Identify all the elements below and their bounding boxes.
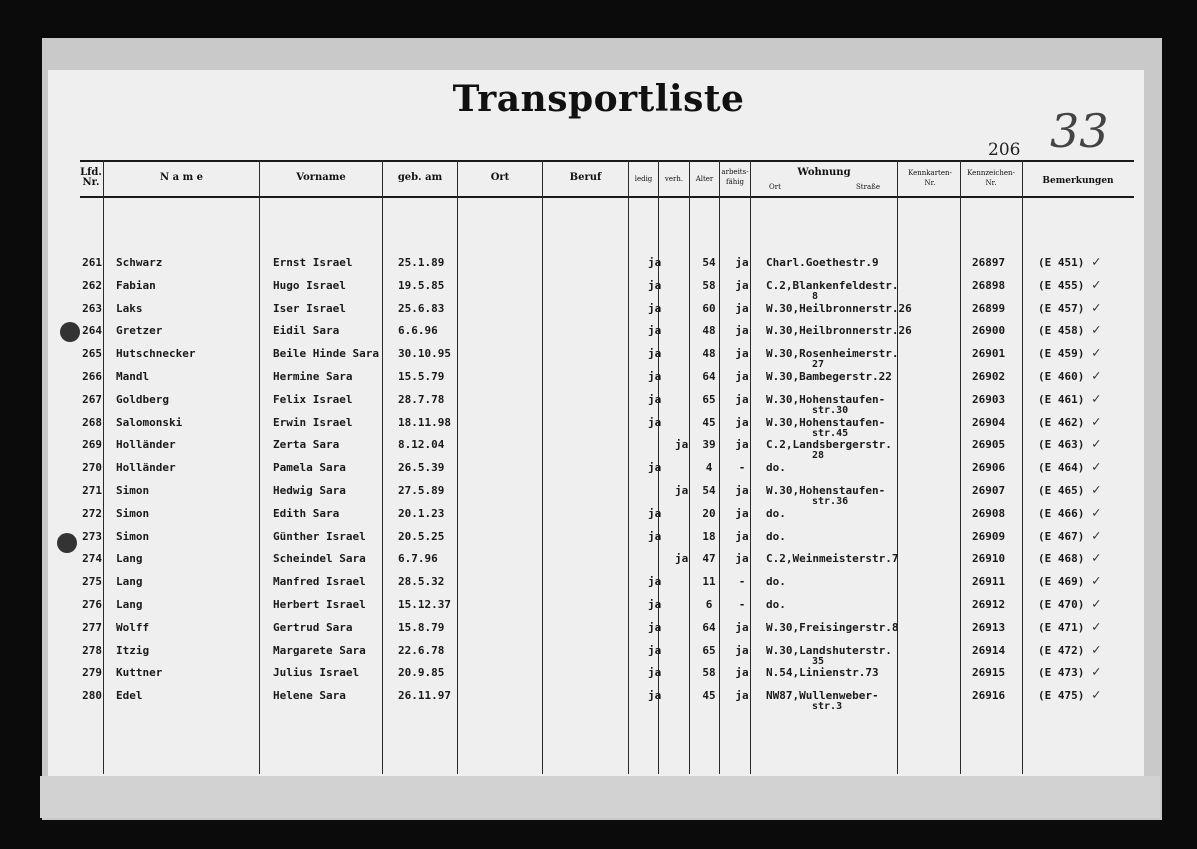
- cell-geb-am: 28.7.78: [398, 392, 445, 406]
- table-row: [0, 438, 1197, 460]
- check-mark-icon: ✓: [1092, 345, 1101, 362]
- cell-wohnung: C.2,Weinmeisterstr.7: [766, 552, 899, 566]
- cell-bemerkungen: (E 472): [1038, 643, 1085, 657]
- check-mark-icon: ✓: [1092, 368, 1101, 384]
- cell-geb-am: 19.5.85: [398, 278, 445, 292]
- cell-ledig: ja: [648, 666, 662, 680]
- check-mark-icon: ✓: [1092, 436, 1101, 453]
- cell-kennzeichen-nr: 26912: [972, 598, 1006, 611]
- check-mark-icon: ✓: [1092, 276, 1101, 293]
- table-row: [0, 575, 1197, 597]
- check-mark-icon: ✓: [1092, 664, 1101, 681]
- cell-bemerkungen: (E 473): [1038, 666, 1085, 680]
- cell-geb-am: 20.9.85: [398, 666, 445, 680]
- cell-wohnung: W.30,Rosenheimerstr.: [766, 347, 899, 361]
- table-row: [0, 390, 1197, 416]
- cell-arbeitsfaehig: ja: [735, 256, 749, 269]
- cell-arbeitsfaehig: ja: [735, 552, 749, 566]
- cell-name: Salomonski: [116, 415, 183, 429]
- cell-vorname: Ernst Israel: [273, 256, 353, 269]
- cell-geb-am: 15.12.37: [398, 598, 451, 611]
- check-mark-icon: ✓: [1092, 413, 1101, 430]
- cell-bemerkungen: (E 459): [1038, 347, 1085, 361]
- table-header-rule: [80, 196, 1134, 198]
- cell-lfd-nr: 265: [82, 347, 102, 361]
- cell-ledig: ja: [648, 324, 662, 338]
- cell-bemerkungen: (E 464): [1038, 461, 1085, 475]
- check-mark-icon: ✓: [1092, 504, 1101, 521]
- table-row: [0, 504, 1197, 529]
- cell-lfd-nr: 264: [82, 324, 102, 338]
- cell-arbeitsfaehig: -: [738, 598, 746, 611]
- cell-vorname: Günther Israel: [273, 529, 366, 543]
- cell-ledig: ja: [648, 301, 662, 315]
- cell-lfd-nr: 279: [82, 666, 102, 680]
- cell-lfd-nr: 273: [82, 529, 102, 543]
- cell-vorname: Hedwig Sara: [273, 484, 346, 497]
- header-kennkarten-nr: Kennkarten- Nr.: [908, 169, 952, 187]
- cell-vorname: Zerta Sara: [273, 438, 340, 452]
- cell-bemerkungen: (E 461): [1038, 392, 1085, 406]
- cell-wohnung: W.30,Hohenstaufen-: [766, 484, 886, 497]
- cell-wohnung-continuation: 28: [812, 450, 825, 462]
- cell-geb-am: 20.5.25: [398, 529, 445, 543]
- cell-wohnung: W.30,Bambegerstr.22: [766, 370, 892, 383]
- cell-geb-am: 26.5.39: [398, 461, 445, 475]
- cell-geb-am: 25.1.89: [398, 256, 445, 269]
- check-mark-icon: ✓: [1092, 573, 1101, 590]
- cell-alter: 45: [702, 689, 716, 703]
- cell-bemerkungen: (E 470): [1038, 598, 1085, 611]
- header-ort: Ort: [490, 172, 510, 183]
- cell-arbeitsfaehig: ja: [735, 506, 749, 520]
- document-title: Transportliste: [452, 78, 745, 120]
- cell-kennzeichen-nr: 26897: [972, 256, 1006, 269]
- cell-lfd-nr: 266: [82, 370, 102, 383]
- cell-kennzeichen-nr: 26910: [972, 552, 1006, 566]
- cell-bemerkungen: (E 467): [1038, 529, 1085, 543]
- check-mark-icon: ✓: [1092, 390, 1101, 407]
- cell-bemerkungen: (E 475): [1038, 689, 1085, 703]
- cell-ledig: ja: [648, 529, 662, 543]
- cell-ledig: ja: [648, 506, 662, 520]
- cell-arbeitsfaehig: ja: [735, 415, 749, 429]
- cell-wohnung-continuation: str.36: [812, 496, 849, 507]
- header-kennzeichen-nr: Kennzeichen- Nr.: [967, 169, 1015, 187]
- check-mark-icon: ✓: [1092, 687, 1101, 704]
- cell-name: Mandl: [116, 370, 150, 383]
- cell-vorname: Hugo Israel: [273, 278, 346, 292]
- table-row: [0, 598, 1197, 620]
- cell-wohnung-continuation: 8: [812, 290, 819, 302]
- cell-ledig: ja: [648, 392, 662, 406]
- cell-bemerkungen: (E 458): [1038, 324, 1085, 338]
- cell-vorname: Gertrud Sara: [273, 620, 353, 634]
- header-verh: verh.: [664, 175, 684, 183]
- header-bemerkungen: Bemerkungen: [1042, 176, 1114, 186]
- cell-name: Itzig: [116, 643, 150, 657]
- cell-wohnung: N.54,Linienstr.73: [766, 666, 879, 680]
- cell-lfd-nr: 276: [82, 598, 102, 611]
- cell-bemerkungen: (E 460): [1038, 370, 1085, 383]
- cell-name: Lang: [116, 552, 143, 566]
- cell-name: Lang: [116, 598, 143, 611]
- cell-alter: 11: [702, 575, 716, 589]
- cell-bemerkungen: (E 471): [1038, 620, 1085, 634]
- cell-kennzeichen-nr: 26898: [972, 278, 1006, 292]
- table-row: [0, 256, 1197, 278]
- cell-arbeitsfaehig: ja: [735, 666, 749, 680]
- cell-wohnung: W.30,Heilbronnerstr.26: [766, 301, 912, 315]
- table-row: [0, 370, 1197, 392]
- cell-geb-am: 8.12.04: [398, 438, 445, 452]
- cell-name: Simon: [116, 484, 150, 497]
- cell-alter: 47: [702, 552, 716, 566]
- cell-ledig: ja: [648, 643, 662, 657]
- header-alter: Alter: [695, 175, 714, 183]
- cell-lfd-nr: 261: [82, 256, 102, 269]
- table-row: [0, 666, 1197, 688]
- header-wohnung-strasse: Straße: [856, 183, 880, 191]
- cell-arbeitsfaehig: -: [738, 461, 746, 475]
- cell-wohnung: do.: [766, 461, 786, 475]
- header-vorname: Vorname: [296, 172, 346, 183]
- cell-kennzeichen-nr: 26903: [972, 392, 1006, 406]
- cell-wohnung: W.30,Hohenstaufen-: [766, 392, 886, 406]
- cell-vorname: Herbert Israel: [273, 598, 366, 611]
- cell-wohnung: W.30,Heilbronnerstr.26: [766, 324, 912, 338]
- cell-name: Fabian: [116, 278, 156, 292]
- cell-lfd-nr: 267: [82, 392, 102, 406]
- cell-wohnung: Charl.Goethestr.9: [766, 256, 879, 269]
- cell-geb-am: 28.5.32: [398, 575, 445, 589]
- table-row: [0, 618, 1197, 643]
- cell-lfd-nr: 263: [82, 301, 102, 315]
- cell-geb-am: 27.5.89: [398, 484, 445, 497]
- header-wohnung-ort: Ort: [769, 183, 781, 191]
- cell-vorname: Beile Hinde Sara: [273, 347, 379, 361]
- cell-alter: 64: [702, 620, 716, 634]
- cell-geb-am: 6.6.96: [398, 324, 438, 338]
- cell-wohnung-continuation: str.3: [812, 701, 843, 713]
- cell-kennzeichen-nr: 26904: [972, 415, 1006, 429]
- cell-vorname: Felix Israel: [273, 392, 353, 406]
- cell-name: Kuttner: [116, 666, 163, 680]
- cell-kennzeichen-nr: 26901: [972, 347, 1006, 361]
- cell-alter: 48: [702, 347, 716, 361]
- cell-wohnung: W.30,Freisingerstr.8: [766, 620, 899, 634]
- cell-wohnung: C.2,Blankenfeldestr.: [766, 278, 899, 292]
- table-row: [0, 413, 1197, 439]
- header-lfd-nr: Lfd. Nr.: [80, 167, 102, 188]
- cell-wohnung: do.: [766, 598, 786, 611]
- cell-geb-am: 6.7.96: [398, 552, 438, 566]
- cell-geb-am: 22.6.78: [398, 643, 445, 657]
- cell-kennzeichen-nr: 26902: [972, 370, 1006, 383]
- cell-ledig: ja: [648, 461, 662, 475]
- cell-alter: 54: [702, 484, 716, 497]
- cell-alter: 65: [702, 392, 716, 406]
- cell-bemerkungen: (E 455): [1038, 278, 1085, 292]
- table-row: [0, 527, 1197, 552]
- cell-wohnung-continuation: 35: [812, 655, 825, 667]
- cell-lfd-nr: 269: [82, 438, 102, 452]
- cell-wohnung: do.: [766, 575, 786, 589]
- cell-name: Laks: [116, 301, 143, 315]
- cell-vorname: Iser Israel: [273, 301, 346, 315]
- cell-name: Lang: [116, 575, 143, 589]
- cell-alter: 45: [702, 415, 716, 429]
- check-mark-icon: ✓: [1092, 322, 1101, 339]
- cell-arbeitsfaehig: ja: [735, 620, 749, 634]
- table-row: [0, 484, 1197, 506]
- header-ledig: ledig: [634, 175, 653, 183]
- cell-bemerkungen: (E 468): [1038, 552, 1085, 566]
- header-beruf: Beruf: [569, 172, 602, 183]
- cell-geb-am: 18.11.98: [398, 415, 451, 429]
- check-mark-icon: ✓: [1092, 254, 1101, 270]
- cell-ledig: ja: [648, 575, 662, 589]
- cell-name: Gretzer: [116, 324, 163, 338]
- cell-kennzeichen-nr: 26907: [972, 484, 1006, 497]
- table-row: [0, 276, 1197, 302]
- cell-arbeitsfaehig: ja: [735, 438, 749, 452]
- cell-lfd-nr: 275: [82, 575, 102, 589]
- handwritten-number: 33: [1050, 104, 1109, 158]
- cell-name: Goldberg: [116, 392, 169, 406]
- cell-arbeitsfaehig: ja: [735, 392, 749, 406]
- cell-ledig: ja: [648, 370, 662, 383]
- cell-vorname: Julius Israel: [273, 666, 360, 680]
- cell-arbeitsfaehig: ja: [735, 484, 749, 497]
- cell-lfd-nr: 271: [82, 484, 102, 497]
- cell-kennzeichen-nr: 26909: [972, 529, 1006, 543]
- cell-alter: 18: [702, 529, 716, 543]
- cell-arbeitsfaehig: -: [738, 575, 746, 589]
- cell-geb-am: 25.6.83: [398, 301, 445, 315]
- check-mark-icon: ✓: [1092, 299, 1101, 316]
- cell-wohnung: W.30,Hohenstaufen-: [766, 415, 886, 429]
- cell-arbeitsfaehig: ja: [735, 529, 749, 543]
- cell-lfd-nr: 274: [82, 552, 102, 566]
- cell-ledig: ja: [648, 415, 662, 429]
- cell-vorname: Manfred Israel: [273, 575, 366, 589]
- cell-lfd-nr: 272: [82, 506, 102, 520]
- cell-alter: 48: [702, 324, 716, 338]
- cell-vorname: Helene Sara: [273, 689, 346, 703]
- cell-kennzeichen-nr: 26906: [972, 461, 1006, 475]
- cell-alter: 54: [702, 256, 716, 269]
- cell-wohnung: do.: [766, 506, 786, 520]
- cell-alter: 64: [702, 370, 716, 383]
- cell-kennzeichen-nr: 26899: [972, 301, 1006, 315]
- cell-bemerkungen: (E 462): [1038, 415, 1085, 429]
- table-row: [0, 461, 1197, 483]
- cell-lfd-nr: 277: [82, 620, 102, 634]
- cell-ledig: ja: [648, 256, 662, 269]
- cell-geb-am: 20.1.23: [398, 506, 445, 520]
- cell-geb-am: 26.11.97: [398, 689, 451, 703]
- cell-vorname: Margarete Sara: [273, 643, 366, 657]
- check-mark-icon: ✓: [1092, 618, 1101, 635]
- cell-bemerkungen: (E 469): [1038, 575, 1085, 589]
- cell-alter: 58: [702, 278, 716, 292]
- cell-arbeitsfaehig: ja: [735, 689, 749, 703]
- cell-wohnung: W.30,Landshuterstr.: [766, 643, 892, 657]
- cell-alter: 58: [702, 666, 716, 680]
- cell-arbeitsfaehig: ja: [735, 347, 749, 361]
- cell-arbeitsfaehig: ja: [735, 301, 749, 315]
- cell-name: Wolff: [116, 620, 150, 634]
- cell-lfd-nr: 278: [82, 643, 102, 657]
- table-row: [0, 552, 1197, 574]
- cell-wohnung: do.: [766, 529, 786, 543]
- cell-alter: 39: [702, 438, 716, 452]
- bottom-strip: [40, 776, 1160, 818]
- table-row: [0, 299, 1197, 324]
- cell-ledig: ja: [648, 278, 662, 292]
- cell-bemerkungen: (E 457): [1038, 301, 1085, 315]
- cell-kennzeichen-nr: 26913: [972, 620, 1006, 634]
- header-name: N a m e: [159, 172, 203, 183]
- cell-wohnung: C.2,Landsbergerstr.: [766, 438, 892, 452]
- cell-bemerkungen: (E 451): [1038, 256, 1085, 269]
- cell-vorname: Eidil Sara: [273, 324, 340, 338]
- cell-geb-am: 30.10.95: [398, 347, 451, 361]
- header-arbeitsfaehig: arbeits- fähig: [721, 168, 749, 186]
- cell-bemerkungen: (E 463): [1038, 438, 1085, 452]
- header-geb-am: geb. am: [397, 172, 443, 183]
- cell-bemerkungen: (E 466): [1038, 506, 1085, 520]
- check-mark-icon: ✓: [1092, 596, 1101, 612]
- cell-wohnung-continuation: 27: [812, 359, 825, 371]
- cell-lfd-nr: 262: [82, 278, 102, 292]
- cell-geb-am: 15.8.79: [398, 620, 445, 634]
- check-mark-icon: ✓: [1092, 459, 1101, 476]
- cell-wohnung: NW87,Wullenweber-: [766, 689, 879, 703]
- cell-kennzeichen-nr: 26916: [972, 689, 1006, 703]
- cell-lfd-nr: 280: [82, 689, 102, 703]
- cell-vorname: Edith Sara: [273, 506, 340, 520]
- cell-ledig: ja: [648, 689, 662, 703]
- cell-kennzeichen-nr: 26905: [972, 438, 1006, 452]
- check-mark-icon: ✓: [1092, 527, 1101, 544]
- cell-name: Holländer: [116, 438, 176, 452]
- table-row: [0, 324, 1197, 346]
- cell-kennzeichen-nr: 26914: [972, 643, 1006, 657]
- cell-name: Edel: [116, 689, 143, 703]
- check-mark-icon: ✓: [1092, 550, 1101, 567]
- cell-kennzeichen-nr: 26911: [972, 575, 1006, 589]
- cell-vorname: Hermine Sara: [273, 370, 353, 383]
- cell-name: Simon: [116, 529, 150, 543]
- cell-alter: 20: [702, 506, 716, 520]
- cell-name: Simon: [116, 506, 150, 520]
- table-row: [0, 347, 1197, 369]
- page-number: 206: [988, 140, 1021, 160]
- cell-name: Schwarz: [116, 256, 163, 269]
- check-mark-icon: ✓: [1092, 482, 1101, 498]
- table-top-rule: [80, 160, 1134, 162]
- cell-arbeitsfaehig: ja: [735, 278, 749, 292]
- cell-wohnung-continuation: str.45: [812, 427, 849, 439]
- cell-ledig: ja: [648, 598, 662, 611]
- cell-verh: ja: [675, 552, 689, 566]
- cell-vorname: Scheindel Sara: [273, 552, 366, 566]
- cell-arbeitsfaehig: ja: [735, 324, 749, 338]
- cell-ledig: ja: [648, 347, 662, 361]
- cell-arbeitsfaehig: ja: [735, 643, 749, 657]
- cell-verh: ja: [675, 438, 689, 452]
- table-row: [0, 689, 1197, 711]
- cell-arbeitsfaehig: ja: [735, 370, 749, 383]
- cell-name: Hutschnecker: [116, 347, 196, 361]
- cell-verh: ja: [675, 484, 689, 497]
- check-mark-icon: ✓: [1092, 641, 1101, 658]
- cell-alter: 60: [702, 301, 716, 315]
- cell-lfd-nr: 270: [82, 461, 102, 475]
- cell-geb-am: 15.5.79: [398, 370, 445, 383]
- cell-name: Holländer: [116, 461, 176, 475]
- cell-alter: 6: [705, 598, 713, 611]
- cell-kennzeichen-nr: 26915: [972, 666, 1006, 680]
- header-wohnung: Wohnung: [797, 167, 851, 178]
- cell-vorname: Pamela Sara: [273, 461, 346, 475]
- cell-kennzeichen-nr: 26900: [972, 324, 1006, 338]
- cell-alter: 4: [705, 461, 713, 475]
- cell-ledig: ja: [648, 620, 662, 634]
- table-row: [0, 641, 1197, 667]
- cell-vorname: Erwin Israel: [273, 415, 353, 429]
- cell-lfd-nr: 268: [82, 415, 102, 429]
- cell-bemerkungen: (E 465): [1038, 484, 1085, 497]
- cell-kennzeichen-nr: 26908: [972, 506, 1006, 520]
- cell-wohnung-continuation: str.30: [812, 404, 849, 416]
- cell-alter: 65: [702, 643, 716, 657]
